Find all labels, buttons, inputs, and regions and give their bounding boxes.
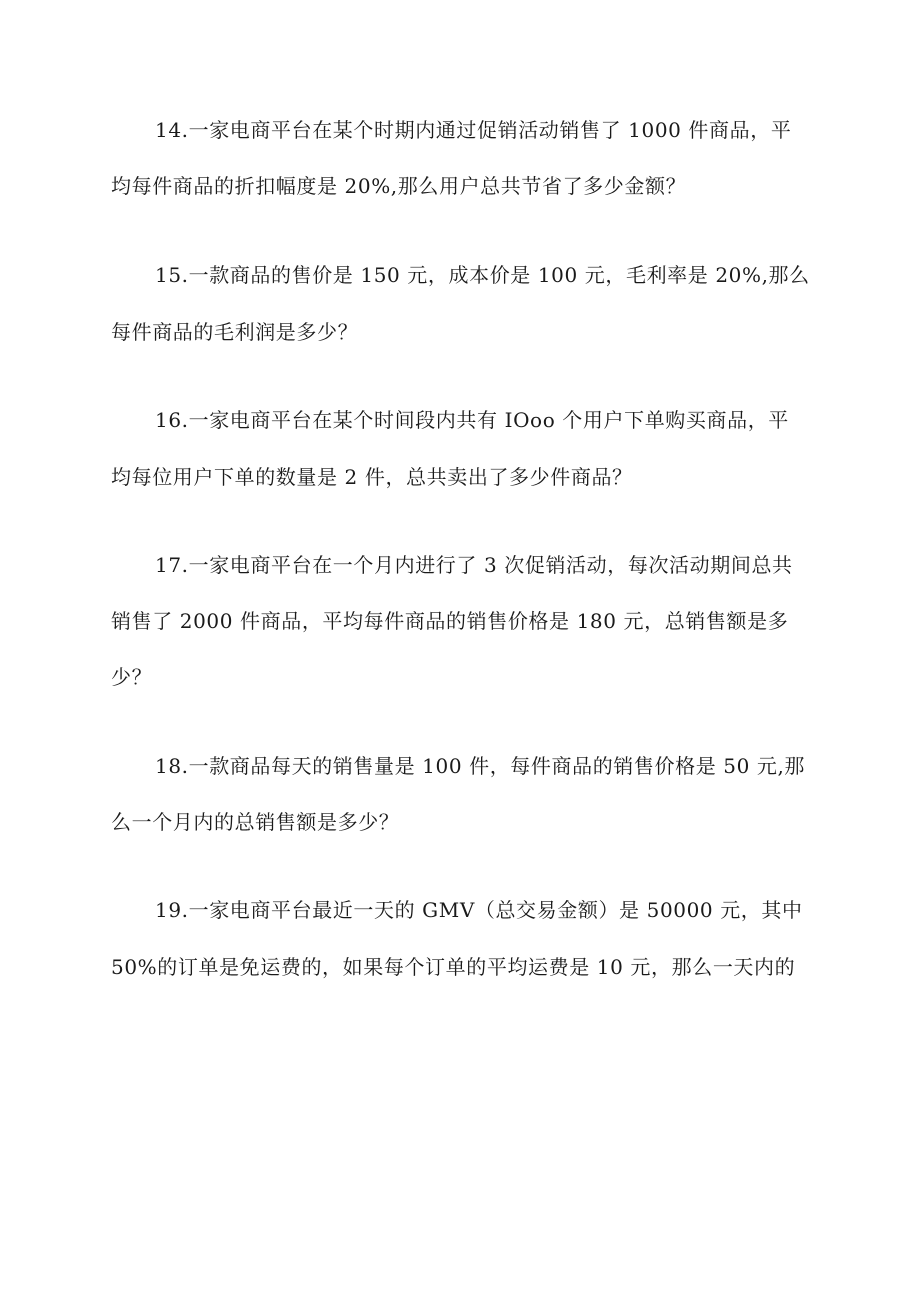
question-19-line-2: 50%的订单是免运费的，如果每个订单的平均运费是 10 元，那么一天内的 bbox=[111, 955, 796, 979]
question-18-line-1: 18.一款商品每天的销售量是 100 件，每件商品的销售价格是 50 元,那 bbox=[155, 754, 806, 778]
question-14-line-1: 14.一家电商平台在某个时期内通过促销活动销售了 1000 件商品，平 bbox=[155, 118, 792, 142]
question-19-line-1: 19.一家电商平台最近一天的 GMV（总交易金额）是 50000 元，其中 bbox=[155, 898, 803, 922]
question-14-line-2: 均每件商品的折扣幅度是 20%,那么用户总共节省了多少金额？ bbox=[111, 174, 687, 198]
question-17-line-3: 少？ bbox=[111, 665, 153, 689]
question-15-line-1: 15.一款商品的售价是 150 元，成本价是 100 元，毛利率是 20%,那么 bbox=[155, 263, 810, 287]
question-16-line-2: 均每位用户下单的数量是 2 件，总共卖出了多少件商品？ bbox=[111, 465, 633, 489]
question-15-line-2: 每件商品的毛利润是多少？ bbox=[111, 320, 359, 344]
question-17-line-2: 销售了 2000 件商品，平均每件商品的销售价格是 180 元，总销售额是多 bbox=[111, 609, 789, 633]
question-17-line-1: 17.一家电商平台在一个月内进行了 3 次促销活动，每次活动期间总共 bbox=[155, 553, 793, 577]
question-16-line-1: 16.一家电商平台在某个时间段内共有 IOoo 个用户下单购买商品，平 bbox=[155, 408, 789, 432]
question-18-line-2: 么一个月内的总销售额是多少？ bbox=[111, 810, 400, 834]
